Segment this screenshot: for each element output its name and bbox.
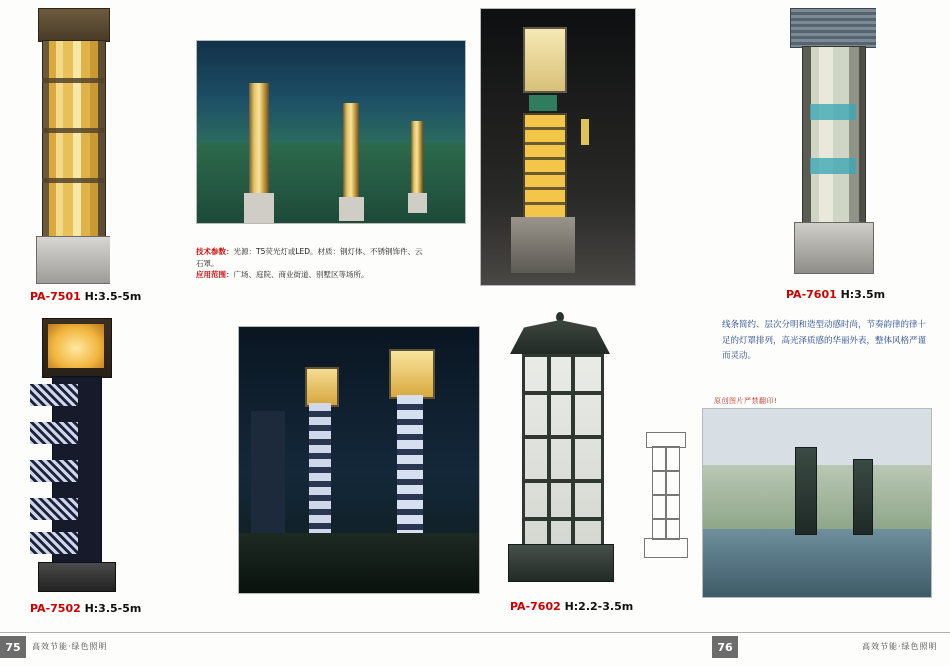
product-code: PA-7501 (30, 290, 85, 303)
road-region (239, 533, 479, 593)
mullion-horizontal (525, 479, 601, 483)
sky-region (197, 41, 465, 143)
spec-label-application: 应用范围： (196, 270, 234, 280)
lantern-roof (510, 320, 610, 354)
lamp-lower-glow (523, 113, 567, 221)
lamp-band (42, 178, 104, 183)
product-code: PA-7602 (510, 600, 565, 613)
lamp-in-photo (343, 103, 359, 197)
footer-text-left: 高效节能·绿色照明 (32, 642, 108, 651)
mullion-horizontal (525, 391, 601, 395)
spec-label-parameters: 技术参数： (196, 247, 234, 256)
lamp-indicator (529, 95, 557, 111)
pattern-panel (30, 498, 78, 520)
lamp-in-photo (795, 447, 817, 535)
photo-wall-lamp-night (480, 8, 636, 286)
lantern-base (508, 544, 614, 582)
lamp-window (810, 158, 856, 174)
lantern-glow (48, 324, 104, 368)
product-code: PA-7502 (30, 602, 85, 615)
technical-drawing (632, 432, 698, 572)
product-dimension: H:3.5m (840, 288, 886, 301)
copyright-note: 原创图片严禁翻印! (714, 397, 778, 405)
product-code: PA-7601 (786, 288, 841, 301)
lamp-band (42, 78, 104, 83)
caption-pa-7602 (510, 600, 633, 613)
pattern-panel (30, 532, 78, 554)
drawing-base (644, 538, 688, 558)
page-number-left: 75 (0, 636, 26, 658)
lamp-pedestal (511, 217, 575, 273)
pattern-panel (30, 460, 78, 482)
spec-block (196, 246, 426, 281)
photo-plaza-night (196, 40, 466, 224)
spec-value-application: 广场、庭院、商业街道、别墅区等场所。 (233, 270, 369, 280)
lamp-cap (38, 8, 110, 42)
caption-pa-7601 (786, 288, 885, 301)
lamp-in-photo (249, 83, 269, 193)
pattern-panel (30, 422, 78, 444)
lamp-head (389, 349, 435, 399)
lamp-shaft (42, 40, 106, 238)
product-image-pa-7501 (36, 8, 110, 284)
product-dimension: H:3.5-5m (84, 290, 142, 303)
lantern-body (522, 354, 604, 550)
pattern-panel (30, 384, 78, 406)
drawing-center-line (665, 446, 667, 540)
description-text: 线条简约、层次分明和造型动感时尚，节奏韵律的律十足的灯罩排列，高光泽质感的华丽外表，整体风格严谨而灵动。 (722, 320, 927, 362)
lamp-base (794, 222, 874, 274)
lamp-base (36, 236, 110, 284)
photo-street-night (238, 326, 480, 594)
lamp-shaft (802, 46, 866, 224)
water-region (703, 529, 931, 597)
lamp-band (42, 128, 104, 133)
lamp-head (305, 367, 339, 407)
page-number-right: 76 (712, 636, 738, 658)
lamp-cap (790, 8, 876, 48)
mullion-horizontal (525, 517, 601, 521)
mullion-horizontal (525, 435, 601, 439)
product-dimension: H:2.2-3.5m (564, 600, 634, 613)
caption-pa-7501 (30, 290, 141, 303)
spec-value-parameters: 光源：T5荧光灯或LED。材质：钢灯体、不锈钢饰件、云石罩。 (196, 247, 423, 268)
distant-light (581, 119, 589, 145)
product-dimension: H:3.5-5m (84, 602, 142, 615)
footer-divider (0, 632, 950, 633)
lamp-in-photo (853, 459, 873, 535)
lamp-base-in-photo (244, 193, 274, 223)
photo-riverside-daylight (702, 408, 932, 598)
lamp-window (810, 104, 856, 120)
lamp-upper-glow (523, 27, 567, 93)
product-image-pa-7601 (790, 8, 876, 280)
lamp-base-in-photo (408, 193, 427, 213)
footer-text-right: 高效节能·绿色照明 (862, 642, 938, 651)
sky-region (703, 409, 931, 465)
caption-pa-7502 (30, 602, 141, 615)
product-image-pa-7502 (30, 318, 122, 596)
building-region (703, 465, 931, 529)
lamp-base-in-photo (339, 197, 364, 221)
lamp-in-photo (411, 121, 423, 193)
product-image-pa-7602 (500, 306, 620, 592)
lamp-base (38, 562, 116, 592)
